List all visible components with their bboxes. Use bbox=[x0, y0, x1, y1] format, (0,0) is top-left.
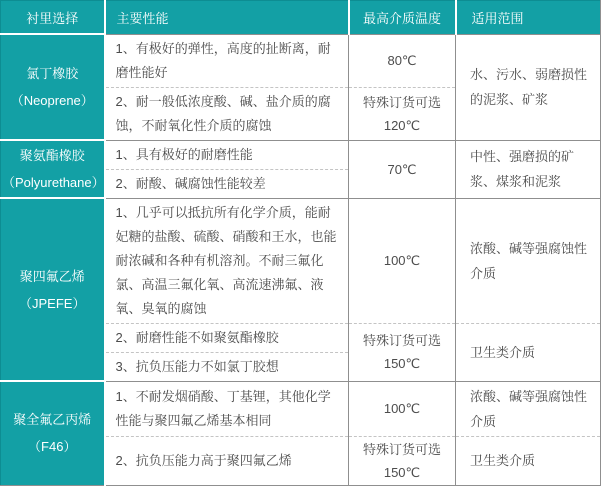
temp-note: 特殊订货可选 bbox=[362, 333, 441, 348]
material-cell-neoprene bbox=[1, 34, 105, 140]
material-cell-jpefe bbox=[1, 198, 105, 381]
material-name: 氯丁橡胶 bbox=[26, 66, 79, 81]
temp-note: 特殊订货可选 bbox=[362, 441, 441, 457]
performance-cell: 2、抗负压能力高于聚四氟乙烯 bbox=[105, 436, 349, 485]
range-cell: 卫生类介质 bbox=[456, 436, 601, 485]
range-cell: 浓酸、碱等强腐蚀性介质 bbox=[456, 381, 601, 436]
performance-cell: 3、抗负压能力不如氯丁胶想 bbox=[105, 352, 349, 381]
performance-cell: 1、具有极好的耐磨性能 bbox=[105, 140, 349, 169]
performance-cell: 1、不耐发烟硝酸、丁基锂，其他化学性能与聚四氟乙烯基本相同 bbox=[105, 381, 349, 436]
performance-cell: 2、耐一般低浓度酸、碱、盐介质的腐蚀，不耐氧化性介质的腐蚀 bbox=[105, 87, 349, 140]
material-code: （Polyurethane） bbox=[2, 175, 105, 190]
material-code: （Neoprene） bbox=[10, 93, 94, 108]
header-range: 适用范围 bbox=[456, 1, 601, 35]
performance-cell: 1、有极好的弹性，高度的扯断离，耐磨性能好 bbox=[105, 34, 349, 87]
performance-cell: 2、耐磨性能不如聚氨酯橡胶 bbox=[105, 323, 349, 352]
range-cell: 中性、强磨损的矿浆、煤浆和泥浆 bbox=[456, 140, 601, 198]
temp-note: 特殊订货可选 bbox=[362, 94, 441, 110]
temp-value: 150℃ bbox=[383, 356, 421, 371]
temp-value: 120℃ bbox=[383, 117, 421, 133]
table-row bbox=[1, 381, 601, 436]
temperature-cell: 70℃ bbox=[349, 140, 456, 198]
material-name: 聚四氟乙烯 bbox=[19, 268, 85, 284]
table-row bbox=[1, 140, 601, 169]
header-row bbox=[1, 1, 601, 35]
material-name: 聚全氟乙丙烯 bbox=[13, 412, 92, 428]
material-cell-polyurethane bbox=[1, 140, 105, 198]
material-name: 聚氨酯橡胶 bbox=[19, 148, 85, 163]
material-cell-f46 bbox=[1, 381, 105, 485]
table-row bbox=[1, 34, 601, 87]
table-row bbox=[1, 198, 601, 323]
material-code: （F46） bbox=[28, 439, 77, 455]
temperature-cell: 100℃ bbox=[349, 381, 456, 436]
range-cell: 浓酸、碱等强腐蚀性介质 bbox=[456, 198, 601, 323]
temperature-cell: 100℃ bbox=[349, 198, 456, 323]
temp-value: 150℃ bbox=[383, 464, 421, 480]
material-code: （JPEFE） bbox=[19, 295, 86, 311]
performance-cell: 1、几乎可以抵抗所有化学介质，能耐妃糖的盐酸、硫酸、硝酸和王水，也能耐浓碱和各种有机溶剂。不耐三氟化氯、高温三氟化氧、高流速沸氟、液氧、臭氧的腐蚀 bbox=[105, 198, 349, 323]
range-cell: 卫生类介质 bbox=[456, 323, 601, 381]
performance-cell: 2、耐酸、碱腐蚀性能较差 bbox=[105, 169, 349, 198]
header-max-temp: 最高介质温度 bbox=[349, 1, 456, 35]
header-performance: 主要性能 bbox=[105, 1, 349, 35]
header-lining: 衬里选择 bbox=[1, 1, 105, 35]
range-cell: 水、污水、弱磨损性的泥浆、矿浆 bbox=[456, 34, 601, 140]
temperature-cell bbox=[349, 323, 456, 381]
temperature-cell: 80℃ bbox=[349, 34, 456, 87]
temperature-cell bbox=[349, 436, 456, 485]
temperature-cell bbox=[349, 87, 456, 140]
